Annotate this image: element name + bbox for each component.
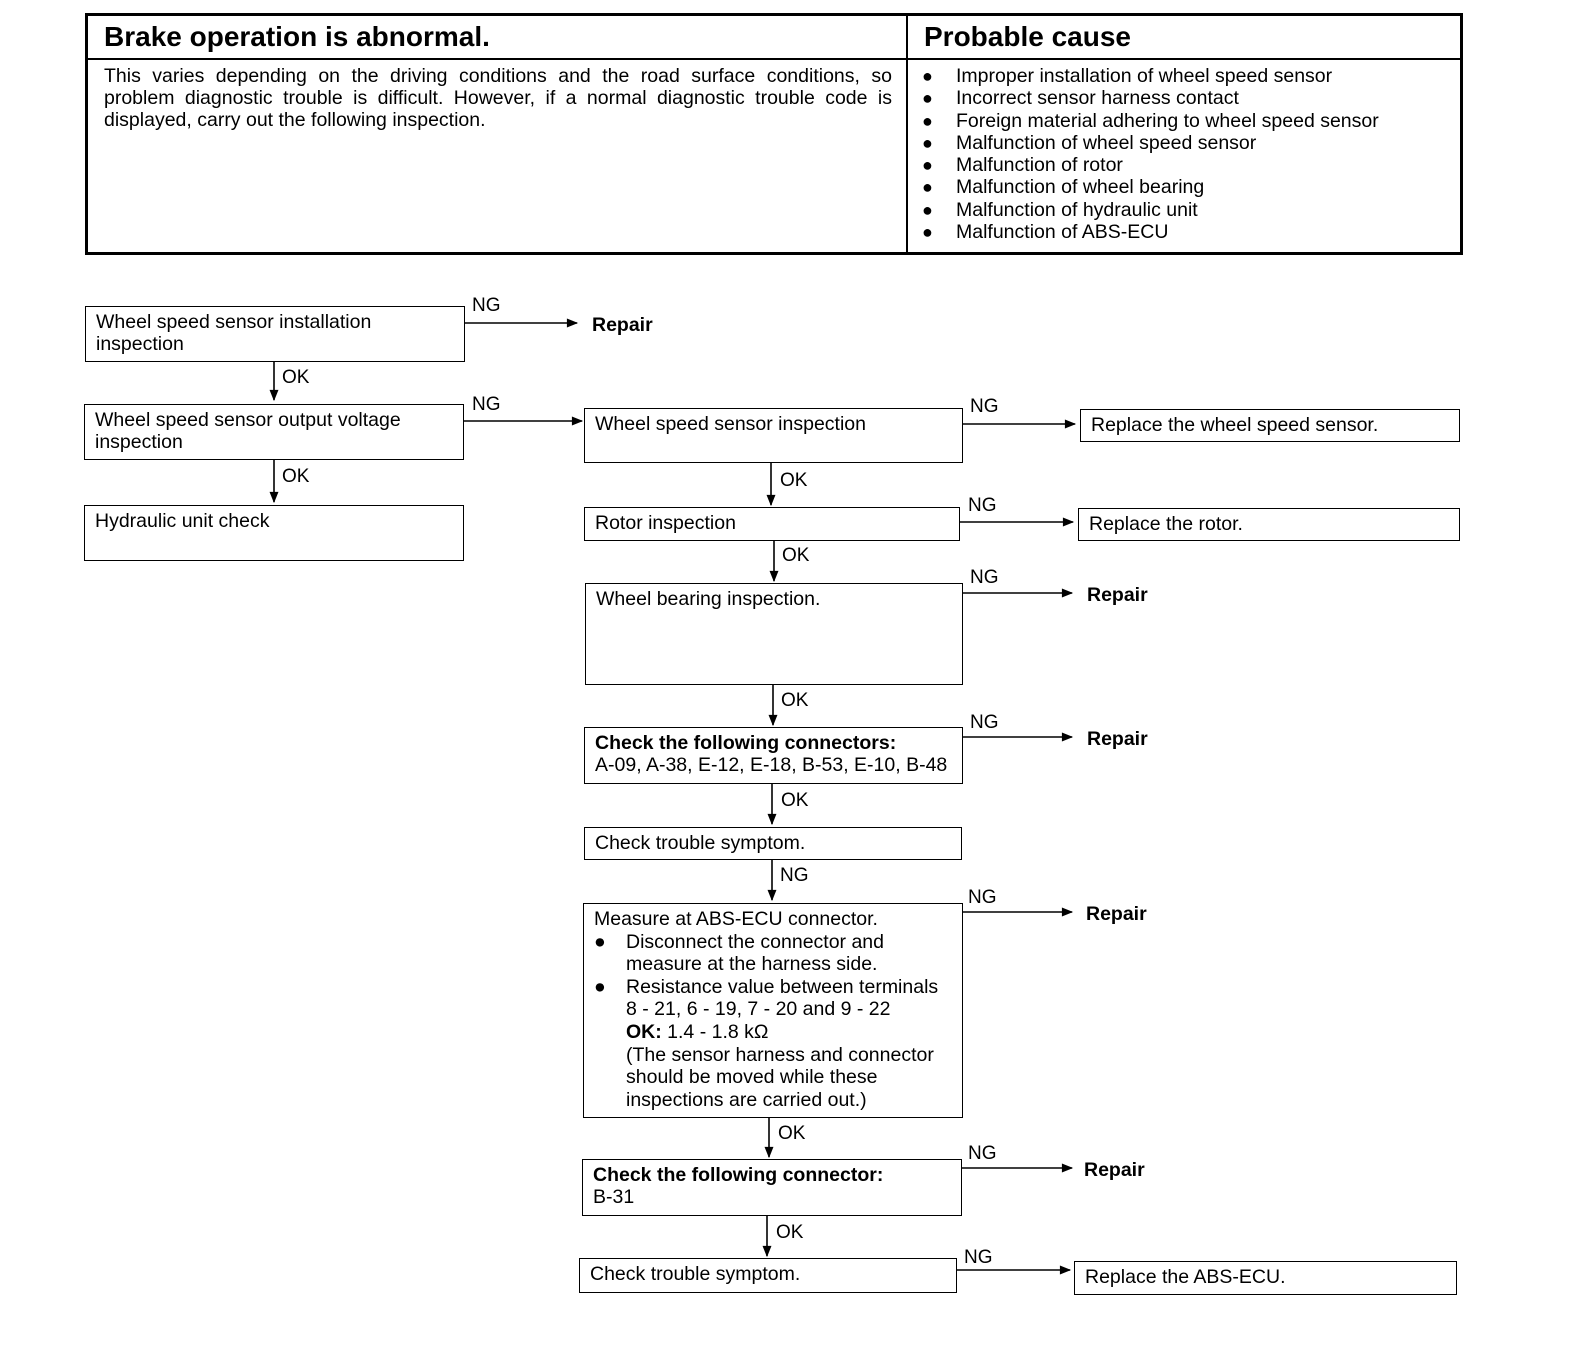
symptom-description: This varies depending on the driving conditions and the road surface conditions, so problem diagnostic trouble is difficult. However, if a normal diagnostic trouble code is displayed, carry out the following inspection. (104, 65, 892, 131)
trouble-symptom-box: Check trouble symptom. (584, 827, 962, 860)
bullet-icon: ● (594, 930, 606, 953)
connector2-list: B-31 (593, 1186, 635, 1208)
bullet-icon: ● (922, 88, 933, 109)
ng-label: NG (968, 887, 997, 908)
connectors-check-box (584, 727, 963, 784)
probable-cause-title: Probable cause (908, 16, 1460, 60)
measure-item: ● Disconnect the connector and measure at the harness side. (594, 930, 884, 976)
replace-rotor-box: Replace the rotor. (1078, 508, 1460, 541)
cause-item: ● Malfunction of rotor (922, 154, 1123, 177)
bullet-icon: ● (922, 132, 933, 153)
bullet-icon: ● (922, 66, 933, 86)
measure-note: (The sensor harness and connector should be moved while these inspections are carried out.) (626, 1043, 934, 1111)
measure-item: ● Resistance value between terminals 8 - 21, 6 - 19, 7 - 20 and 9 - 22 (594, 975, 939, 1021)
replace-ecu-box: Replace the ABS-ECU. (1074, 1261, 1457, 1295)
hydraulic-unit-box: Hydraulic unit check (84, 505, 464, 561)
ng-label: NG (968, 1143, 997, 1164)
voltage-inspection-box: Wheel speed sensor output voltage inspection (84, 404, 464, 460)
ok-label: OK (776, 1222, 804, 1243)
cause-item: ● Incorrect sensor harness contact (922, 87, 1239, 110)
install-inspection-box: Wheel speed sensor installation inspection (85, 306, 465, 362)
bullet-icon: ● (922, 177, 933, 198)
ng-label: NG (780, 865, 809, 886)
cause-item: ● Improper installation of wheel speed sensor (922, 65, 1333, 87)
repair-label: Repair (1084, 1159, 1145, 1181)
bullet-icon: ● (594, 975, 606, 998)
measure-ok-value: OK: 1.4 - 1.8 kΩ (626, 1020, 769, 1043)
trouble-symptom-box-2: Check trouble symptom. (579, 1258, 957, 1293)
cause-item: ● Malfunction of ABS-ECU (922, 221, 1169, 244)
bearing-inspection-box: Wheel bearing inspection. (585, 583, 963, 685)
ng-label: NG (968, 495, 997, 516)
measure-title: Measure at ABS-ECU connector. (594, 908, 878, 930)
connector-b31-box (582, 1159, 962, 1216)
ng-label: NG (970, 396, 999, 417)
sensor-inspection-box: Wheel speed sensor inspection (584, 408, 963, 463)
ng-label: NG (472, 394, 501, 415)
ok-label: OK (778, 1123, 806, 1144)
ng-label: NG (472, 295, 501, 316)
connector2-title: Check the following connector: (593, 1164, 884, 1186)
bullet-icon: ● (922, 110, 933, 131)
ok-label: OK (780, 470, 808, 491)
cause-item: ● Malfunction of hydraulic unit (922, 198, 1198, 221)
ok-label: OK (282, 367, 310, 388)
bullet-icon: ● (922, 199, 933, 220)
cause-item: ● Malfunction of wheel bearing (922, 176, 1205, 199)
ok-label: OK (781, 690, 809, 711)
ok-label: OK (782, 545, 810, 566)
ok-label: OK (282, 466, 310, 487)
bullet-icon: ● (922, 155, 933, 176)
symptom-title: Brake operation is abnormal. (88, 16, 906, 60)
ok-label: OK (781, 790, 809, 811)
repair-label: Repair (1087, 728, 1148, 750)
bullet-icon: ● (922, 222, 933, 243)
ng-label: NG (970, 712, 999, 733)
connectors-list: A-09, A-38, E-12, E-18, B-53, E-10, B-48 (595, 754, 948, 776)
replace-sensor-box: Replace the wheel speed sensor. (1080, 409, 1460, 442)
repair-label: Repair (592, 314, 653, 336)
connectors-title: Check the following connectors: (595, 732, 897, 754)
cause-item: ● Malfunction of wheel speed sensor (922, 131, 1257, 154)
ng-label: NG (964, 1247, 993, 1268)
cause-item: ● Foreign material adhering to wheel speed sensor (922, 109, 1379, 132)
ng-label: NG (970, 567, 999, 588)
rotor-inspection-box: Rotor inspection (584, 507, 960, 541)
repair-label: Repair (1087, 584, 1148, 606)
measure-ecu-box (583, 903, 963, 1118)
repair-label: Repair (1086, 903, 1147, 925)
